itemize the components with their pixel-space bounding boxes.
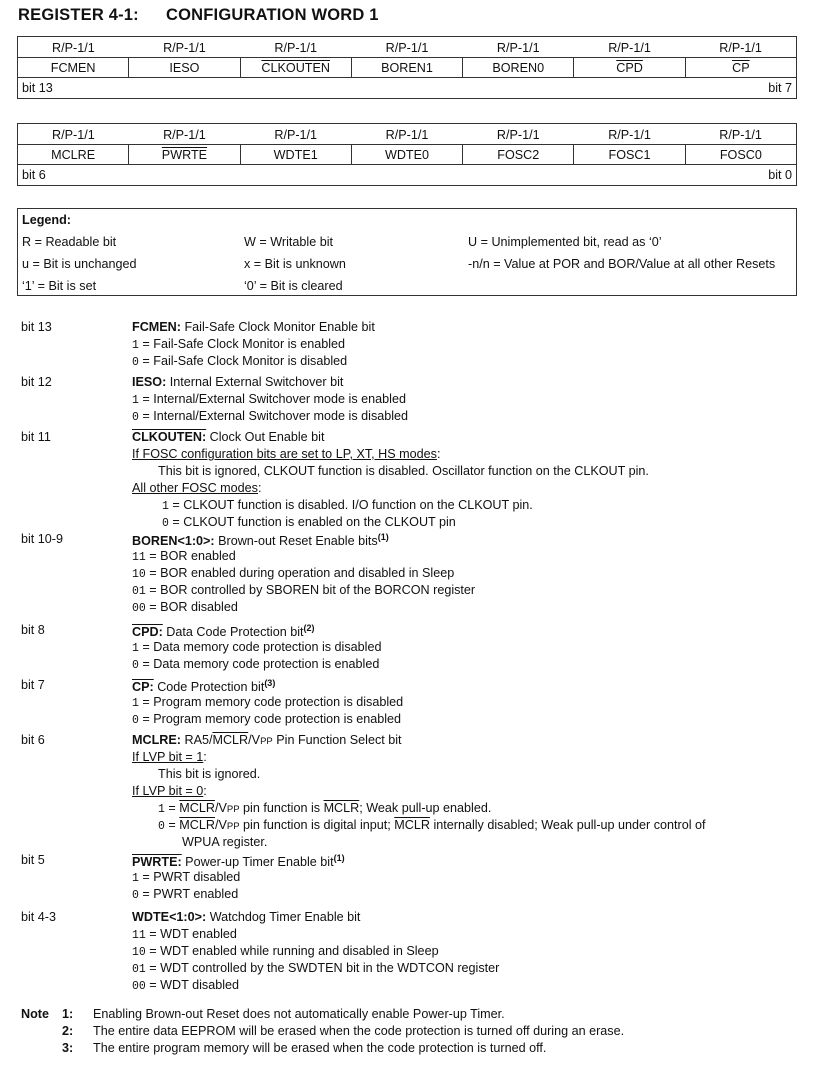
condition-line: If LVP bit = 0:: [132, 784, 207, 798]
bitname-cell: CLKOUTEN: [240, 58, 351, 78]
access-cell: R/P-1/1: [574, 37, 685, 58]
bitname-cell: FOSC2: [463, 145, 574, 165]
bitname-cell: FOSC0: [685, 145, 796, 165]
bit-heading: CPD: Data Code Protection bit$^{(2)}$: [132, 623, 315, 640]
bitname-row: [18, 145, 797, 165]
bit-label: bit 4-3: [21, 910, 57, 924]
bit-value-line: 0 = Fail-Safe Clock Monitor is disabled: [132, 354, 348, 369]
bit-label: bit 6: [21, 733, 45, 747]
bit-value-line: 1 = PWRT disabled: [132, 870, 241, 885]
access-row: [18, 124, 797, 145]
bitname-cell: IESO: [129, 58, 240, 78]
bit-value-line: 1 = Internal/External Switchover mode is enabled: [132, 392, 406, 407]
bit-value-line: 01 = BOR controlled by SBOREN bit of the BORCON register: [132, 583, 476, 598]
legend-item: ‘1’ = Bit is set: [22, 279, 97, 293]
note-number: 1:: [62, 1007, 74, 1021]
bitname-cell: WDTE1: [240, 145, 351, 165]
note-text: The entire data EEPROM will be erased when the code protection is turned off during an erase.: [93, 1024, 625, 1038]
bit-label: bit 8: [21, 623, 45, 637]
access-cell: R/P-1/1: [129, 37, 240, 58]
bitname-cell: MCLRE: [18, 145, 129, 165]
legend-item: U = Unimplemented bit, read as ‘0’: [468, 235, 662, 249]
bitname-cell: FOSC1: [574, 145, 685, 165]
condition-line: If FOSC configuration bits are set to LP, XT, HS modes:: [132, 447, 441, 461]
bit-value-line: 1 = CLKOUT function is disabled. I/O function on the CLKOUT pin.: [162, 498, 533, 513]
note-number: 3:: [62, 1041, 74, 1055]
bit-value-line: 01 = WDT controlled by the SWDTEN bit in the WDTCON register: [132, 961, 500, 976]
legend-item: -n/n = Value at POR and BOR/Value at all other Resets: [468, 257, 776, 271]
access-cell: R/P-1/1: [574, 124, 685, 145]
bitname-cell: FCMEN: [18, 58, 129, 78]
access-cell: R/P-1/1: [685, 37, 796, 58]
bit-value-line: 1 = Program memory code protection is disabled: [132, 695, 404, 710]
bitname-cell: BOREN0: [463, 58, 574, 78]
access-cell: R/P-1/1: [18, 124, 129, 145]
bitname-cell: BOREN1: [351, 58, 462, 78]
bit-label: bit 11: [21, 430, 51, 444]
bit-heading: MCLRE: RA5/MCLR/VPP Pin Function Select bit: [132, 733, 402, 747]
condition-line: If LVP bit = 1:: [132, 750, 207, 764]
bit-value-line: 0 = MCLR/VPP pin function is digital input; MCLR internally disabled; Weak pull-up under control of: [158, 818, 706, 833]
access-cell: R/P-1/1: [351, 124, 462, 145]
access-cell: R/P-1/1: [240, 124, 351, 145]
legend-item: W = Writable bit: [244, 235, 333, 249]
bit-value-line: 10 = BOR enabled during operation and disabled in Sleep: [132, 566, 455, 581]
bit-value-line: 0 = PWRT enabled: [132, 887, 239, 902]
condition-text: This bit is ignored, CLKOUT function is disabled. Oscillator function on the CLKOUT pin.: [158, 464, 649, 478]
bit-range-row: [18, 78, 797, 99]
bit-range-cell: [18, 165, 797, 186]
bit-range-right: bit 0: [768, 168, 792, 182]
bit-heading: FCMEN: Fail-Safe Clock Monitor Enable bit: [132, 320, 375, 334]
bit-value-line: 0 = Data memory code protection is enabled: [132, 657, 380, 672]
bitname-cell: $\overline{CPD}$: [574, 58, 685, 78]
bitname-cell: $\overline{CP}$: [685, 58, 796, 78]
bit-value-line: 1 = Fail-Safe Clock Monitor is enabled: [132, 337, 346, 352]
note-text: The entire program memory will be erased when the code protection is turned off.: [93, 1041, 547, 1055]
legend-box: [17, 208, 797, 296]
bit-label: bit 13: [21, 320, 52, 334]
note-text: Enabling Brown-out Reset does not automatically enable Power-up Timer.: [93, 1007, 505, 1021]
bit-heading: WDTE<1:0>: Watchdog Timer Enable bit: [132, 910, 361, 924]
bit-label: bit 7: [21, 678, 45, 692]
bit-value-line: 00 = BOR disabled: [132, 600, 238, 615]
bit-label: bit 5: [21, 853, 45, 867]
access-cell: R/P-1/1: [240, 37, 351, 58]
access-cell: R/P-1/1: [351, 37, 462, 58]
bit-range-left: bit 6: [22, 168, 46, 182]
access-cell: R/P-1/1: [463, 37, 574, 58]
bit-value-continuation: WPUA register.: [182, 835, 268, 849]
bit-value-line: 1 = Data memory code protection is disabled: [132, 640, 382, 655]
bit-range-left: bit 13: [22, 81, 53, 95]
bit-value-line: 0 = Program memory code protection is enabled: [132, 712, 402, 727]
register-number: REGISTER 4-1:: [18, 6, 139, 24]
bit-value-line: 11 = BOR enabled: [132, 549, 236, 564]
bit-heading: IESO: Internal External Switchover bit: [132, 375, 344, 389]
register-table-low: [17, 123, 797, 186]
bit-heading: PWRTE: Power-up Timer Enable bit$^{(1)}$: [132, 853, 345, 870]
access-cell: R/P-1/1: [463, 124, 574, 145]
access-cell: R/P-1/1: [129, 124, 240, 145]
condition-text: This bit is ignored.: [158, 767, 261, 781]
legend-item: u = Bit is unchanged: [22, 257, 137, 271]
bit-heading: CP: Code Protection bit$^{(3)}$: [132, 678, 276, 695]
bitname-row: [18, 58, 797, 78]
bit-heading: BOREN<1:0>: Brown-out Reset Enable bits$^{(1)}$: [132, 532, 389, 549]
condition-line: All other FOSC modes:: [132, 481, 262, 495]
bit-label: bit 12: [21, 375, 52, 389]
bitname-cell: PWRTE: [129, 145, 240, 165]
bitname-cell: WDTE0: [351, 145, 462, 165]
bit-range-right: bit 7: [768, 81, 792, 95]
register-title: [18, 6, 379, 25]
bit-value-line: 11 = WDT enabled: [132, 927, 237, 942]
notes-label: Note: [21, 1007, 49, 1021]
legend-heading: Legend:: [22, 213, 71, 227]
legend-item: x = Bit is unknown: [244, 257, 346, 271]
note-number: 2:: [62, 1024, 74, 1038]
register-table-high: [17, 36, 797, 99]
bit-range-row: [18, 165, 797, 186]
legend-item: ‘0’ = Bit is cleared: [244, 279, 343, 293]
bit-value-line: 10 = WDT enabled while running and disabled in Sleep: [132, 944, 439, 959]
bit-heading: CLKOUTEN: Clock Out Enable bit: [132, 430, 325, 444]
legend-item: R = Readable bit: [22, 235, 117, 249]
bit-value-line: 0 = Internal/External Switchover mode is disabled: [132, 409, 409, 424]
register-name: CONFIGURATION WORD 1: [166, 6, 379, 24]
bit-label: bit 10-9: [21, 532, 64, 546]
access-cell: R/P-1/1: [18, 37, 129, 58]
bit-range-cell: [18, 78, 797, 99]
access-cell: R/P-1/1: [685, 124, 796, 145]
bit-value-line: 1 = MCLR/VPP pin function is MCLR; Weak pull-up enabled.: [158, 801, 492, 816]
access-row: [18, 37, 797, 58]
bit-value-line: 00 = WDT disabled: [132, 978, 240, 993]
bit-value-line: 0 = CLKOUT function is enabled on the CLKOUT pin: [162, 515, 456, 530]
